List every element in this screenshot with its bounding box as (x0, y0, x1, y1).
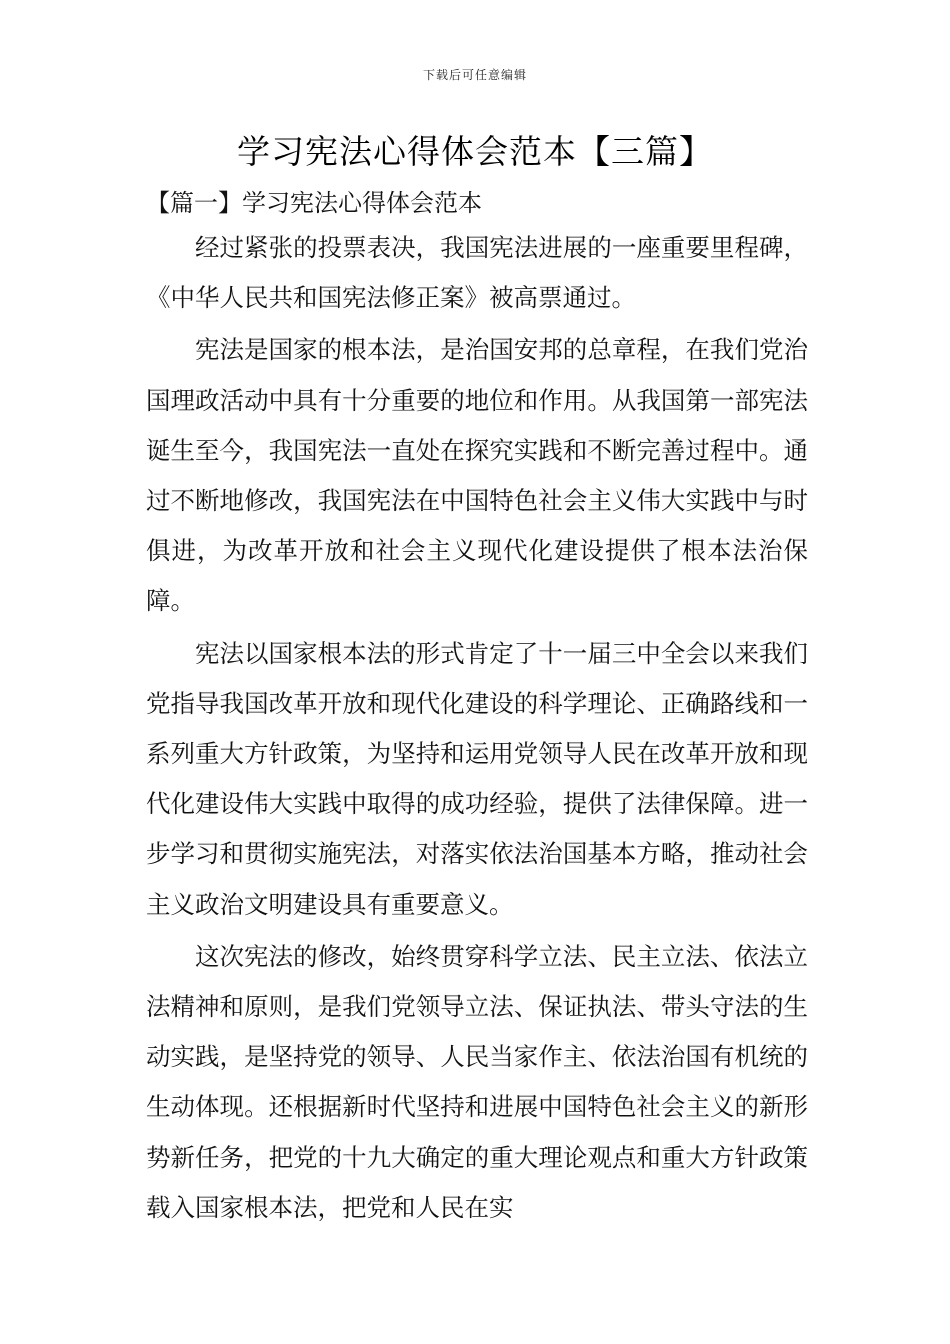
header-note: 下载后可任意编辑 (422, 68, 527, 82)
paragraph: 宪法是国家的根本法，是治国安邦的总章程，在我们党治国理政活动中具有十分重要的地位和作用。从我国第一部宪法诞生至今，我国宪法一直处在探究实践和不断完善过程中。通过不断地修改，我国宪法在中国特色社会主义伟大实践中与时俱进，为改革开放和社会主义现代化建设提供了根本法治保障。 (146, 335, 808, 616)
document-title: 学习宪法心得体会范本【三篇】 (237, 132, 713, 171)
paragraph: 经过紧张的投票表决，我国宪法进展的一座重要里程碑，《中华人民共和国宪法修正案》被高票通过。 (146, 233, 808, 313)
paragraph: 宪法以国家根本法的形式肯定了十一届三中全会以来我们党指导我国改革开放和现代化建设的科学理论、正确路线和一系列重大方针政策，为坚持和运用党领导人民在改革开放和现代化建设伟大实践中取得的成功经验，提供了法律保障。进一步学习和贯彻实施宪法，对落实依法治国基本方略，推动社会主义政治文明建设具有重要意义。 (146, 638, 808, 919)
paragraph: 这次宪法的修改，始终贯穿科学立法、民主立法、依法立法精神和原则，是我们党领导立法、保证执法、带头守法的生动实践，是坚持党的领导、人民当家作主、依法治国有机统的生动体现。还根据新时代坚持和进展中国特色社会主义的新形势新任务，把党的十九大确定的重大理论观点和重大方针政策载入国家根本法，把党和人民在实 (146, 941, 808, 1222)
section-heading: 【篇一】学习宪法心得体会范本 (146, 189, 482, 217)
body-text (146, 223, 808, 1235)
